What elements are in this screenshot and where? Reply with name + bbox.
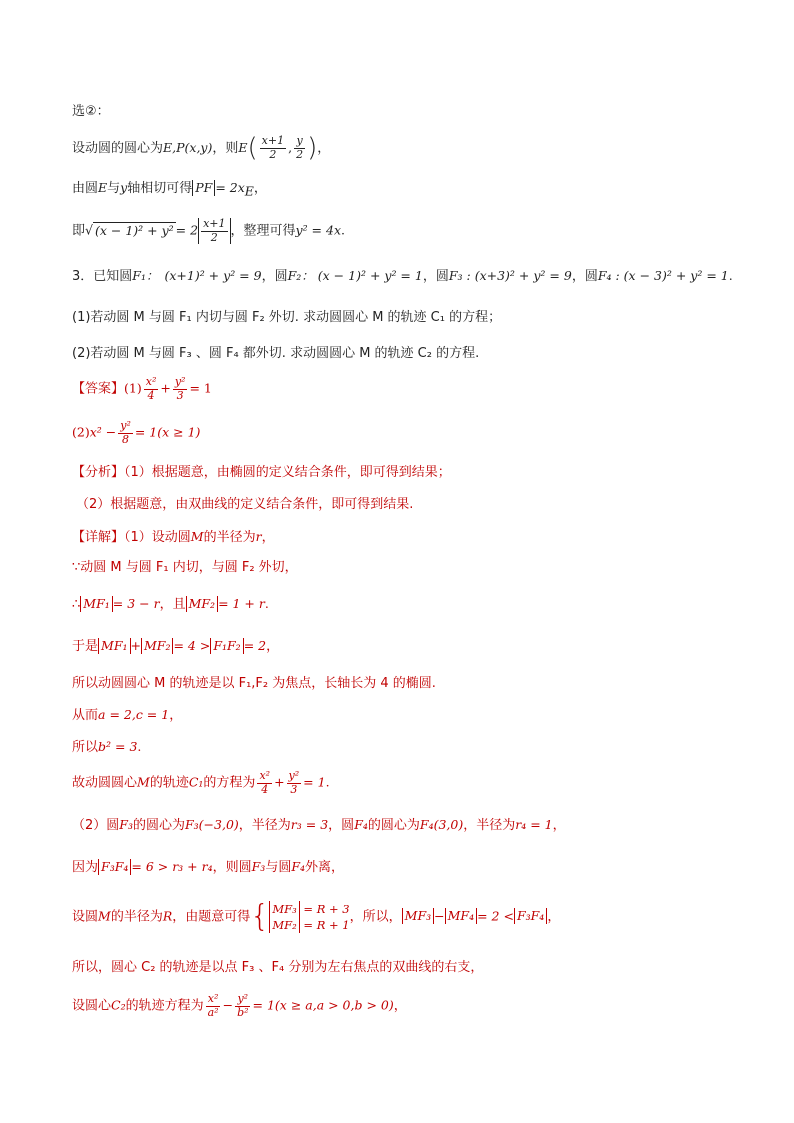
fraction (287, 770, 302, 796)
math: = 2 < (477, 908, 514, 924)
period: . (137, 739, 142, 754)
detail-line-13 (72, 993, 407, 1019)
period: . (728, 268, 733, 283)
math: b² = 3 (98, 739, 138, 754)
analysis-line-2: （2）根据题意，由双曲线的定义结合条件，即可得到结果. (76, 497, 414, 512)
text: 设动圆的圆心为 (72, 140, 164, 156)
math: = R + 3 (303, 901, 350, 916)
text: ， (253, 181, 267, 196)
math: = 4 > (173, 638, 211, 653)
fraction (201, 218, 227, 244)
text: （1）设动圆 (124, 530, 191, 545)
denominator: 2 (296, 147, 304, 161)
numerator: x+1 (261, 134, 285, 148)
abs-value: PF (192, 180, 215, 196)
system-row (269, 901, 349, 917)
fraction (206, 993, 221, 1019)
text: 的轨迹 (149, 775, 189, 791)
text: ，由题意可得 (172, 909, 251, 925)
choice-label: 选②： (72, 104, 110, 119)
math: F₃ (119, 817, 133, 832)
abs-value (198, 218, 230, 244)
math: = R + 1 (303, 917, 350, 932)
text: 的半径为 (110, 909, 163, 925)
left-brace: { (250, 899, 270, 934)
math: = 1 (189, 380, 212, 396)
math: E (238, 139, 248, 155)
denominator: 2 (269, 147, 277, 161)
math: F₄ (354, 817, 368, 832)
text: 的方程为 (203, 775, 256, 791)
text: 外离， (305, 860, 345, 875)
denominator: 2 (210, 230, 218, 244)
math: C₂ (111, 997, 126, 1013)
text: ，则圆 (212, 860, 252, 875)
math: (1) (124, 380, 142, 396)
plus: + (160, 380, 171, 396)
minus: − (434, 908, 445, 924)
problem-3-part-1: (1)若动圆 M 与圆 F₁ 内切与圆 F₂ 外切. 求动圆圆心 M 的轨迹 C₁ 的方程； (72, 310, 502, 325)
detail-line-8 (72, 770, 330, 796)
therefore: ∴ (72, 597, 81, 612)
answer-tag: 【答案】 (72, 381, 125, 397)
math: y² = 4x (295, 222, 342, 238)
abs-value: MF₄ (445, 908, 477, 924)
abs-value: F₃F₄ (98, 859, 131, 875)
abs-value: MF₂ (269, 917, 299, 933)
fraction (118, 420, 133, 446)
text: ，圆 (261, 269, 288, 284)
right-paren: ) (307, 133, 318, 163)
line-tangent (72, 180, 267, 199)
detail-line-7 (72, 739, 141, 756)
text: （1）根据题意，由椭圆的定义结合条件，即可得到结果； (124, 465, 451, 480)
abs-value: MF₁ (98, 638, 130, 654)
detail-line-5: 所以动圆圆心 M 的轨迹是以 F₁,F₂ 为焦点，长轴长为 4 的椭圆. (72, 676, 436, 691)
text: ， (266, 639, 280, 654)
abs-value: MF₃ (402, 908, 434, 924)
fraction (235, 993, 250, 1019)
math: F₃ (251, 859, 266, 874)
fraction (173, 376, 188, 402)
math: E,P(x,y) (163, 139, 213, 155)
text: ， (169, 708, 183, 723)
minus: − (222, 997, 234, 1013)
math: F₄ (291, 859, 306, 874)
text: ，则 (212, 140, 239, 156)
math: = 1 + r (218, 596, 265, 611)
period: . (325, 774, 330, 790)
math: x² − (89, 424, 117, 440)
subscript: E (244, 183, 254, 199)
detail-line-2: ∵动圆 M 与圆 F₁ 内切，与圆 F₂ 外切， (72, 560, 298, 575)
line-sqrt (72, 218, 345, 244)
sqrt-sign: √ (85, 222, 93, 238)
detail-tag: 【详解】 (72, 530, 125, 545)
math: y (120, 180, 128, 195)
text: 即 (72, 223, 86, 239)
answer-line-2 (72, 420, 200, 446)
math: C₁ (188, 774, 204, 790)
numerator: y² (288, 769, 300, 782)
text: ，半径为 (238, 818, 291, 833)
denominator: 4 (261, 782, 269, 796)
text: 所以 (72, 740, 99, 755)
denominator: 8 (122, 432, 130, 446)
math: a = 2,c = 1 (98, 707, 170, 722)
text: ， (547, 909, 561, 925)
abs-value: MF₃ (269, 901, 299, 917)
math: F₃ : (x+3)² + y² = 9 (448, 268, 572, 283)
text: ，圆 (328, 818, 355, 833)
math: (x+1)² + y² = 9 (164, 268, 262, 283)
math: R (162, 908, 173, 924)
answer-line-1 (72, 376, 212, 402)
math: F₄(3,0) (419, 817, 464, 832)
text: ， (552, 818, 566, 833)
text: 设圆心 (72, 998, 112, 1014)
math: M (137, 774, 150, 790)
math: F₁： (132, 268, 159, 283)
math: = 1(x ≥ 1) (134, 424, 201, 440)
text: ， (393, 998, 407, 1014)
text: 从而 (72, 708, 99, 723)
text: ，整理可得 (230, 223, 296, 239)
text: 的圆心为 (367, 818, 420, 833)
math: r (255, 529, 262, 544)
line-center-e (72, 132, 330, 165)
abs-value: F₃F₄ (514, 908, 547, 924)
detail-line-4 (72, 638, 279, 655)
text: 于是 (72, 639, 99, 654)
abs-value: MF₁ (80, 596, 112, 612)
system-row (269, 917, 349, 933)
text: ，圆 (571, 269, 598, 284)
numerator: y² (237, 992, 249, 1005)
text: 因为 (72, 860, 99, 875)
text: 的半径为 (203, 530, 256, 545)
detail-line-1 (72, 529, 275, 546)
math: (x − 1)² + y² = 1 (317, 268, 423, 283)
text: 由圆 (72, 181, 99, 196)
abs-value: F₁F₂ (210, 638, 243, 654)
math: E (98, 180, 108, 195)
denominator: a² (207, 1005, 219, 1019)
math: F₃(−3,0) (184, 817, 239, 832)
math: = 1(x ≥ a,a > 0,b > 0) (252, 997, 394, 1013)
denominator: 4 (147, 388, 155, 402)
text: ，半径为 (463, 818, 516, 833)
math: = 2 (175, 222, 199, 238)
math: F₂： (287, 268, 314, 283)
period: . (264, 596, 269, 611)
text: 的圆心为 (132, 818, 185, 833)
problem-3-statement (72, 268, 733, 285)
fraction (144, 376, 159, 402)
text: ，所以， (349, 909, 402, 925)
text: ，圆 (422, 269, 449, 284)
fraction (257, 770, 272, 796)
analysis-tag: 【分析】 (72, 465, 125, 480)
plus: + (130, 638, 141, 653)
text: 与 (107, 181, 121, 196)
numerator: y² (174, 375, 186, 388)
text: ， (317, 140, 331, 156)
math: = 2x (215, 180, 245, 195)
text: 轴相切可得 (127, 181, 193, 196)
denominator: b² (237, 1005, 249, 1019)
text: （2）圆 (72, 818, 120, 833)
detail-line-11 (72, 898, 560, 936)
math: = 1 (303, 774, 326, 790)
fraction (260, 135, 286, 161)
text: ，且 (159, 597, 186, 612)
equation-system (269, 901, 349, 933)
denominator: 3 (176, 388, 184, 402)
numerator: y² (120, 419, 131, 432)
denominator: 3 (290, 782, 298, 796)
text: ， (261, 530, 275, 545)
numerator: x² (207, 992, 219, 1005)
text: 设圆 (72, 909, 99, 925)
problem-3-part-2: (2)若动圆 M 与圆 F₃ 、圆 F₄ 都外切. 求动圆圆心 M 的轨迹 C₂ 的方程. (72, 346, 480, 361)
numerator: y (296, 134, 303, 148)
abs-value: MF₂ (186, 596, 218, 612)
text: 的轨迹方程为 (125, 998, 204, 1014)
text: 3．已知圆 (72, 269, 133, 284)
detail-line-12: 所以，圆心 C₂ 的轨迹是以点 F₃ 、F₄ 分别为左右焦点的双曲线的右支， (72, 960, 484, 975)
plus: + (274, 774, 285, 790)
detail-line-10 (72, 859, 344, 876)
detail-line-9 (72, 817, 566, 834)
numerator: x² (259, 769, 271, 782)
math: = 2 (243, 638, 267, 653)
math: = 3 − r (112, 596, 160, 611)
math: = 6 > r₃ + r₄ (131, 859, 213, 874)
math: M (190, 529, 204, 544)
math: F₄ : (x − 3)² + y² = 1 (597, 268, 729, 283)
math: (2) (72, 424, 90, 440)
math: r₃ = 3 (290, 817, 329, 832)
sqrt-body: (x − 1)² + y² (94, 222, 174, 238)
comma: , (288, 139, 293, 155)
detail-line-6 (72, 707, 182, 724)
fraction (294, 135, 305, 161)
numerator: x² (145, 375, 157, 388)
text: 故动圆圆心 (72, 775, 138, 791)
analysis-line-1 (72, 465, 451, 481)
math: r₄ = 1 (515, 817, 553, 832)
period: . (341, 222, 345, 238)
detail-line-3 (72, 596, 269, 613)
numerator: x+1 (203, 217, 226, 230)
math: M (98, 908, 111, 924)
abs-value: MF₂ (141, 638, 173, 654)
left-paren: ( (247, 133, 258, 163)
text: 与圆 (265, 860, 292, 875)
